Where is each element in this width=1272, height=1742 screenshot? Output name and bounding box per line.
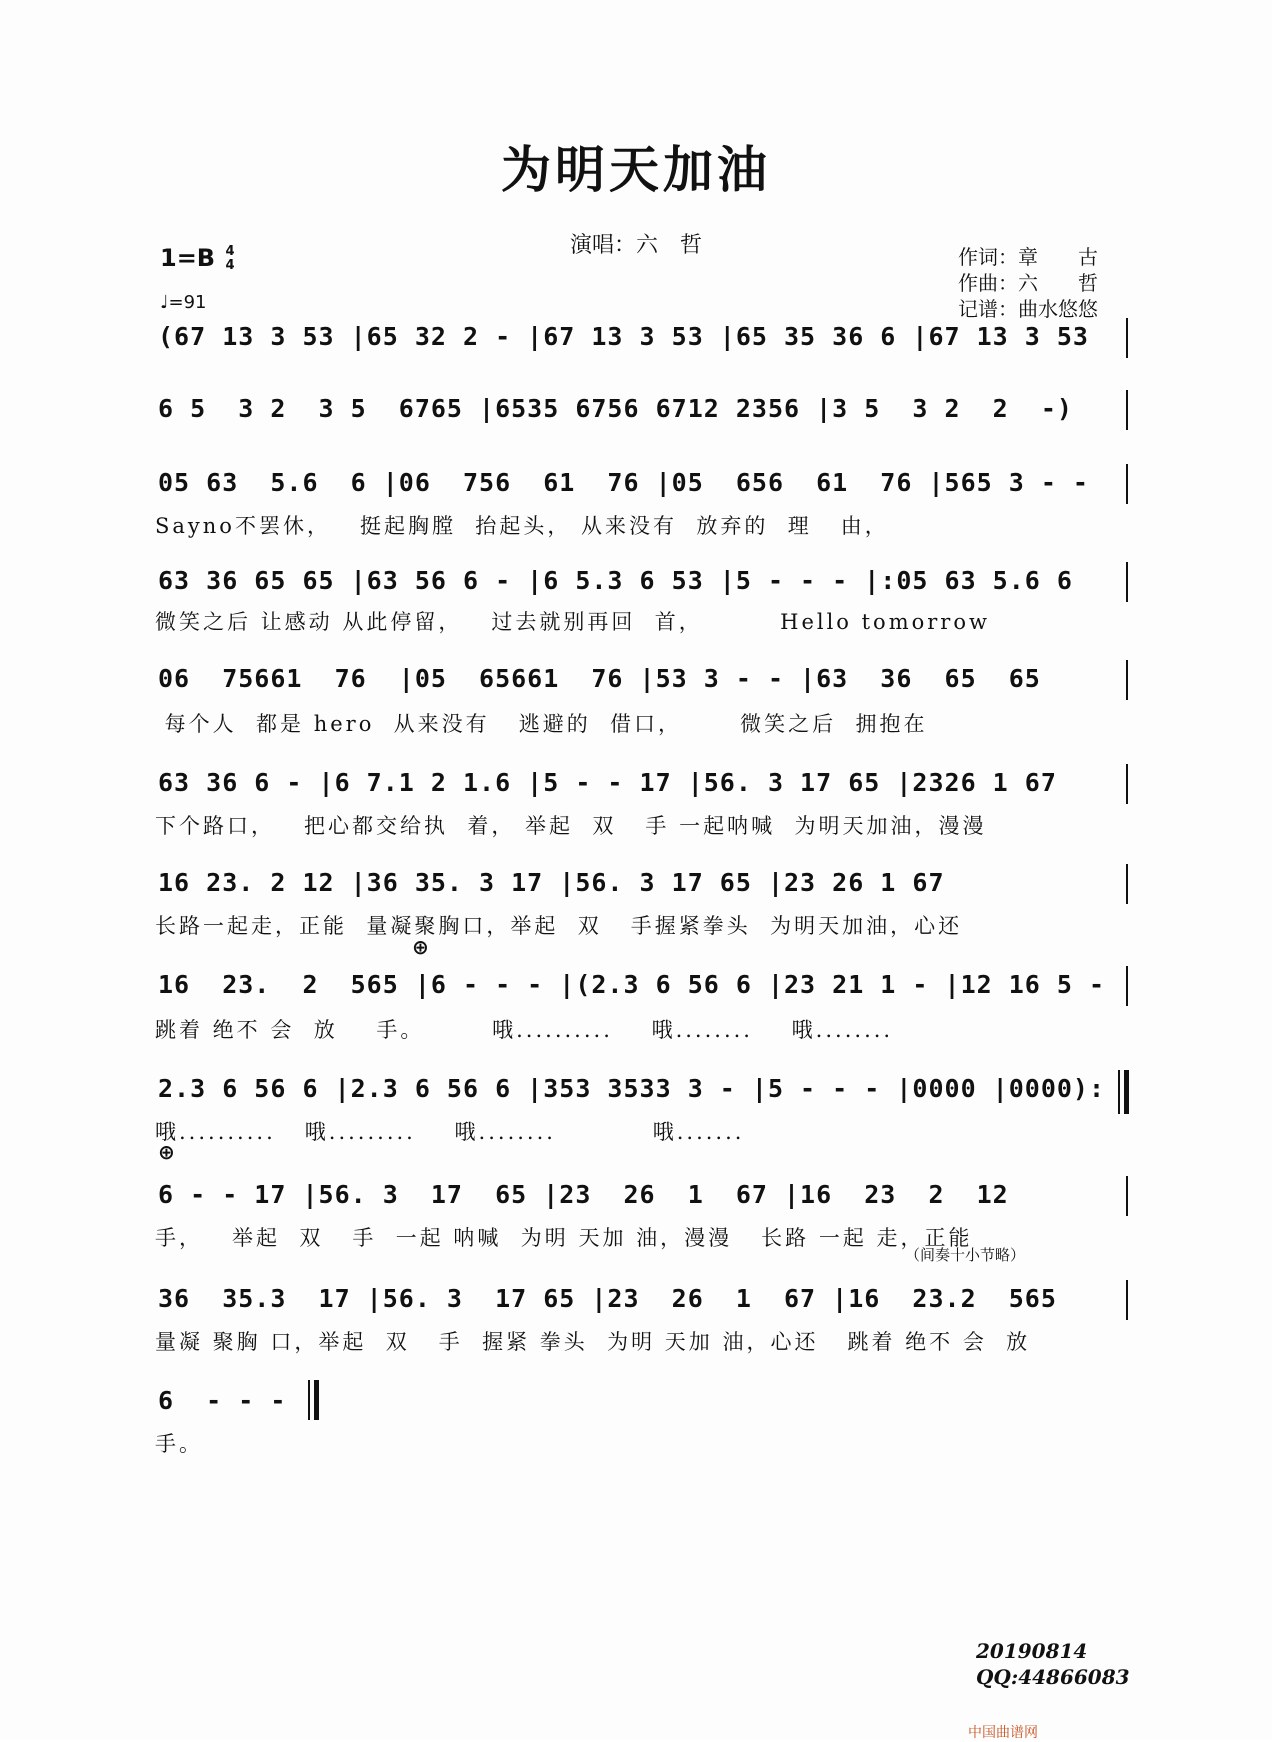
notation-line-1: (67 13 3 53 |65 32 2 - |67 13 3 53 |65 35 36 6 |67 13 3 53 — [158, 322, 1089, 351]
notation-line-4: 63 36 65 65 |63 56 6 - |6 5.3 6 53 |5 - - - |:05 63 5.6 6 — [158, 566, 1073, 595]
singer-credit: 演唱：六 哲 — [570, 233, 703, 258]
notation-line-5: 06 75661 76 |05 65661 76 |53 3 - - |63 36 65 65 — [158, 664, 1041, 693]
interlude-note: （间奏十小节略） — [905, 1246, 1026, 1264]
notation-line-10: 6 - - 17 |56. 3 17 65 |23 26 1 67 |16 23 2 12 — [158, 1180, 1009, 1209]
barline — [1126, 464, 1128, 504]
notation-line-2: 6 5 3 2 3 5 6765 |6535 6756 6712 2356 |3 5 3 2 2 -) — [158, 394, 1089, 423]
time-signature-top: 4 — [225, 244, 235, 259]
date-text: 20190814 — [976, 1639, 1088, 1663]
repeat-barline-thick — [1124, 1070, 1129, 1114]
barline — [1126, 1176, 1128, 1216]
barline — [1126, 318, 1128, 358]
lyric-line-11: 量凝 聚胸 口，举起 双 手 握紧 拳头 为明 天加 油，心还 跳着 绝不 会 放 — [155, 1330, 1031, 1354]
date-signature — [976, 1638, 1130, 1690]
lyric-line-12: 手。 — [155, 1432, 203, 1456]
barline — [1126, 390, 1128, 430]
coda-sign-icon: ⊕ — [412, 935, 429, 959]
repeat-barline — [1118, 1070, 1120, 1114]
lyric-line-9: 哦.......... 哦......... 哦........ 哦....... — [155, 1120, 745, 1144]
lyric-line-8: 跳着 绝不 会 放 手。 哦.......... 哦........ 哦........ — [155, 1018, 894, 1042]
barline — [1126, 1280, 1128, 1320]
barline — [1126, 562, 1128, 602]
notation-line-6: 63 36 6 - |6 7.1 2 1.6 |5 - - 17 |56. 3 17 65 |2326 1 67 — [158, 768, 1057, 797]
key-signature — [160, 244, 235, 273]
barline — [1126, 864, 1128, 904]
notation-line-12: 6 - - - — [158, 1386, 287, 1415]
barline — [1126, 660, 1128, 700]
notation-line-8: 16 23. 2 565 |6 - - - |(2.3 6 56 6 |23 21 1 - |12 16 5 - — [158, 970, 1106, 999]
key-label: 1=B — [160, 244, 216, 272]
notation-line-11: 36 35.3 17 |56. 3 17 65 |23 26 1 67 |16 23.2 565 — [158, 1284, 1057, 1313]
time-signature — [225, 245, 234, 273]
final-barline — [308, 1380, 310, 1420]
qq-text: QQ:44866083 — [976, 1665, 1130, 1689]
lyric-line-3: Sayno不罢休， 挺起胸膛 抬起头， 从来没有 放弃的 理 由， — [155, 514, 889, 538]
credits-block — [958, 244, 1098, 322]
transcriber-credit: 记谱：曲水悠悠 — [958, 297, 1098, 321]
tempo-marking: ♩=91 — [160, 292, 207, 313]
lyricist-credit: 作词：章 古 — [958, 245, 1098, 269]
lyric-line-5: 每个人 都是 hero 从来没有 逃避的 借口， 微笑之后 拥抱在 — [155, 712, 928, 736]
song-title: 为明天加油 — [501, 140, 771, 199]
notation-line-7: 16 23. 2 12 |36 35. 3 17 |56. 3 17 65 |23 26 1 67 — [158, 868, 945, 897]
watermark: 中国曲谱网 — [968, 1725, 1038, 1741]
lyric-line-6: 下个路口， 把心都交给执 着， 举起 双 手 一起呐喊 为明天加油，漫漫 — [155, 814, 987, 838]
notation-line-3: 05 63 5.6 6 |06 756 61 76 |05 656 61 76 |565 3 - - — [158, 468, 1089, 497]
barline — [1126, 764, 1128, 804]
composer-credit: 作曲：六 哲 — [958, 271, 1098, 295]
lyric-line-10: 手， 举起 双 手 一起 呐喊 为明 天加 油，漫漫 长路 一起 走，正能 — [155, 1226, 973, 1250]
time-signature-bottom: 4 — [225, 258, 235, 273]
barline — [1126, 966, 1128, 1006]
coda-sign-icon: ⊕ — [158, 1140, 175, 1164]
lyric-line-4: 微笑之后 让感动 从此停留， 过去就别再回 首， Hello tomorrow — [155, 610, 990, 634]
notation-line-9: 2.3 6 56 6 |2.3 6 56 6 |353 3533 3 - |5 - - - |0000 |0000): — [158, 1074, 1106, 1103]
lyric-line-7: 长路一起走，正能 量凝聚胸口，举起 双 手握紧拳头 为明天加油，心还 — [155, 914, 963, 938]
final-barline-thick — [314, 1380, 319, 1420]
